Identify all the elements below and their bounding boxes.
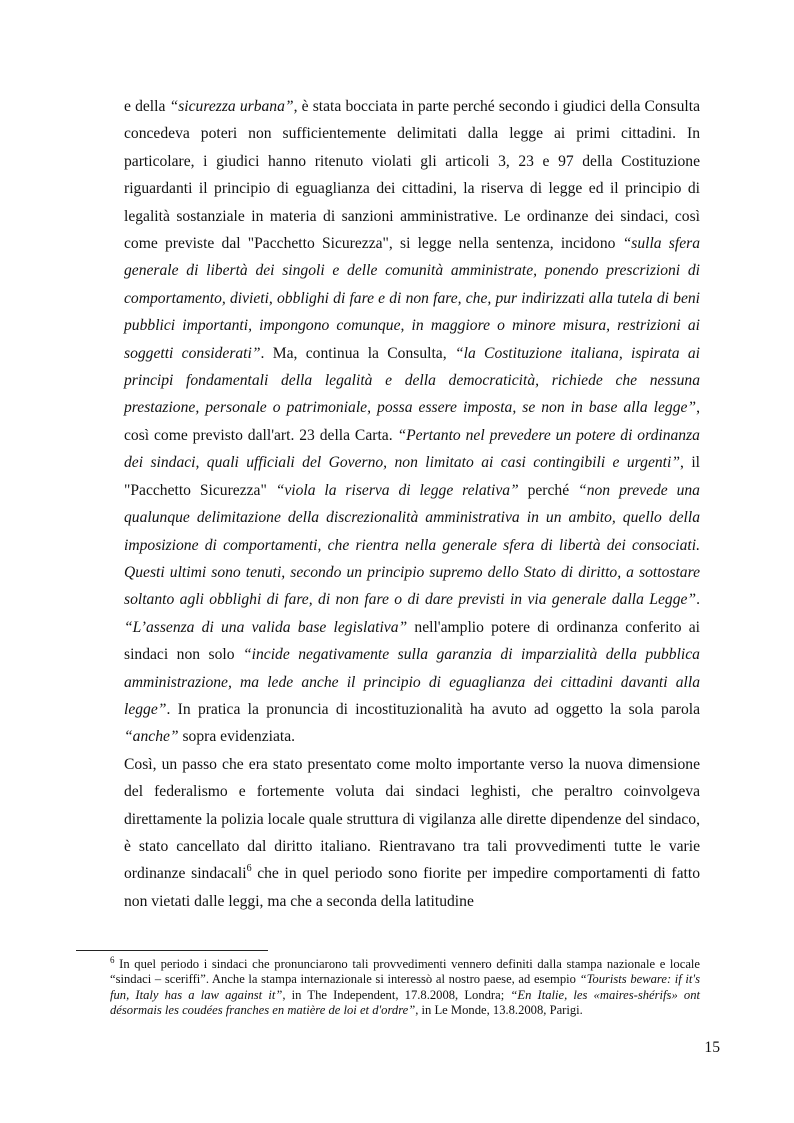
text-run: , in Le Monde, 13.8.2008, Parigi. [415, 1003, 583, 1018]
paragraph [124, 93, 700, 751]
paragraph [124, 751, 700, 915]
text-run: Così, un passo che era stato presentato come molto importante verso la nuova dimensione del federalismo e fortemente voluta dai sindaci leghisti, che peraltro coinvolgeva direttamente la polizia locale quale struttura di vigilanza alle dirette dipendenze del sindaco, è stato cancellato dal diritto italiano. Rientravano tra tali provvedimenti tutte le varie ordinanze sindacali [124, 755, 700, 883]
footnote-number: 6 [110, 955, 115, 965]
quote: “incide negativamente sulla garanzia di imparzialità della pubblica amministrazione, ma lede anche il principio di eguaglianza dei cittadini davanti alla legge” [124, 646, 700, 718]
text-run: , è stata bocciata in parte perché secondo i giudici della Consulta concedeva poteri non sufficientemente delimitati dalla legge ai primi cittadini. In particolare, i giudici hanno ritenuto violati gli articoli 3, 23 e 97 della Costituzione riguardanti il principio di eguaglianza dei cittadini, la riserva di legge ed il principio di legalità sostanziale in materia di sanzioni amministrative. Le ordinanze dei sindaci, così come previste dal "Pacchetto Sicurezza", si legge nella sentenza, incidono [124, 98, 700, 253]
page-number: 15 [704, 1039, 720, 1056]
quote: “sicurezza urbana” [169, 98, 294, 115]
text-run: , in The Independent, 17.8.2008, Londra; [282, 987, 511, 1002]
quote: “non prevede una qualunque delimitazione della discrezionalità amministrativa in un ambito, quello della imposizione di comportamenti, che rientra nella generale sfera di libertà dei consociati. Questi ultimi sono tenuti, secondo un principio supremo dello Stato di diritto, a sottostare soltanto agli obblighi di fare, di non fare o di dare previsti in via generale dalla Legge” [124, 481, 700, 609]
quote: “anche” [124, 728, 179, 746]
quote: “sulla sfera generale di libertà dei singoli e delle comunità amministrate, ponendo prescrizioni di comportamento, divieti, obblighi di fare e di non fare, che, pur indirizzati alla tutela di beni pubblici importanti, impongono comunque, in maggiore o minore misura, restrizioni ai soggetti considerati” [124, 235, 700, 362]
text-run: In quel periodo i sindaci che pronunciarono tali provvedimenti vennero definiti dalla stampa nazionale e locale “sindaci – sceriffi”. Anche la stampa internazionale si interessò al nostro paese, ad esempio [110, 957, 700, 987]
footnote-reference[interactable]: 6 [246, 863, 252, 875]
text-run: . Ma, continua la Consulta, [260, 344, 455, 362]
quote: “Tourists beware: if it's fun, Italy has a law against it” [110, 972, 700, 1002]
text-run: nell'amplio potere di ordinanza conferito ai sindaci non solo [124, 618, 701, 664]
quote: “viola la riserva di legge relativa” [275, 481, 519, 499]
body-text [124, 93, 700, 915]
text-run: perché [518, 481, 579, 499]
quote: “Pertanto nel prevedere un potere di ordinanza dei sindaci, quali ufficiali del Governo, non limitato ai casi contingibili e urgenti” [124, 426, 700, 472]
text-run: , così come previsto dall'art. 23 della Carta. [124, 399, 700, 444]
text-run: . [696, 591, 700, 609]
text-run: sopra evidenziata. [178, 728, 296, 746]
footnote-separator [76, 950, 268, 951]
quote: “la Costituzione italiana, ispirata ai principi fondamentali della legalità e della democraticità, richiede che nessuna prestazione, personale o patrimoniale, possa essere imposta, se non in base alla legge” [124, 344, 700, 417]
text-run: e della [124, 98, 170, 115]
quote: “En Italie, les «maires-shérifs» ont désormais les coudées franches en matière de loi et d'ordre” [110, 987, 700, 1018]
text-run: che in quel periodo sono fiorite per impedire comportamenti di fatto non vietati dalle leggi, ma che a seconda della latitudine [124, 865, 700, 910]
quote: “L’assenza di una valida base legislativa” [124, 618, 408, 636]
text-run: . In pratica la pronuncia di incostituzionalità ha avuto ad oggetto la sola parola [166, 700, 700, 718]
footnote [110, 957, 700, 1019]
text-run: , il "Pacchetto Sicurezza" [124, 454, 700, 499]
